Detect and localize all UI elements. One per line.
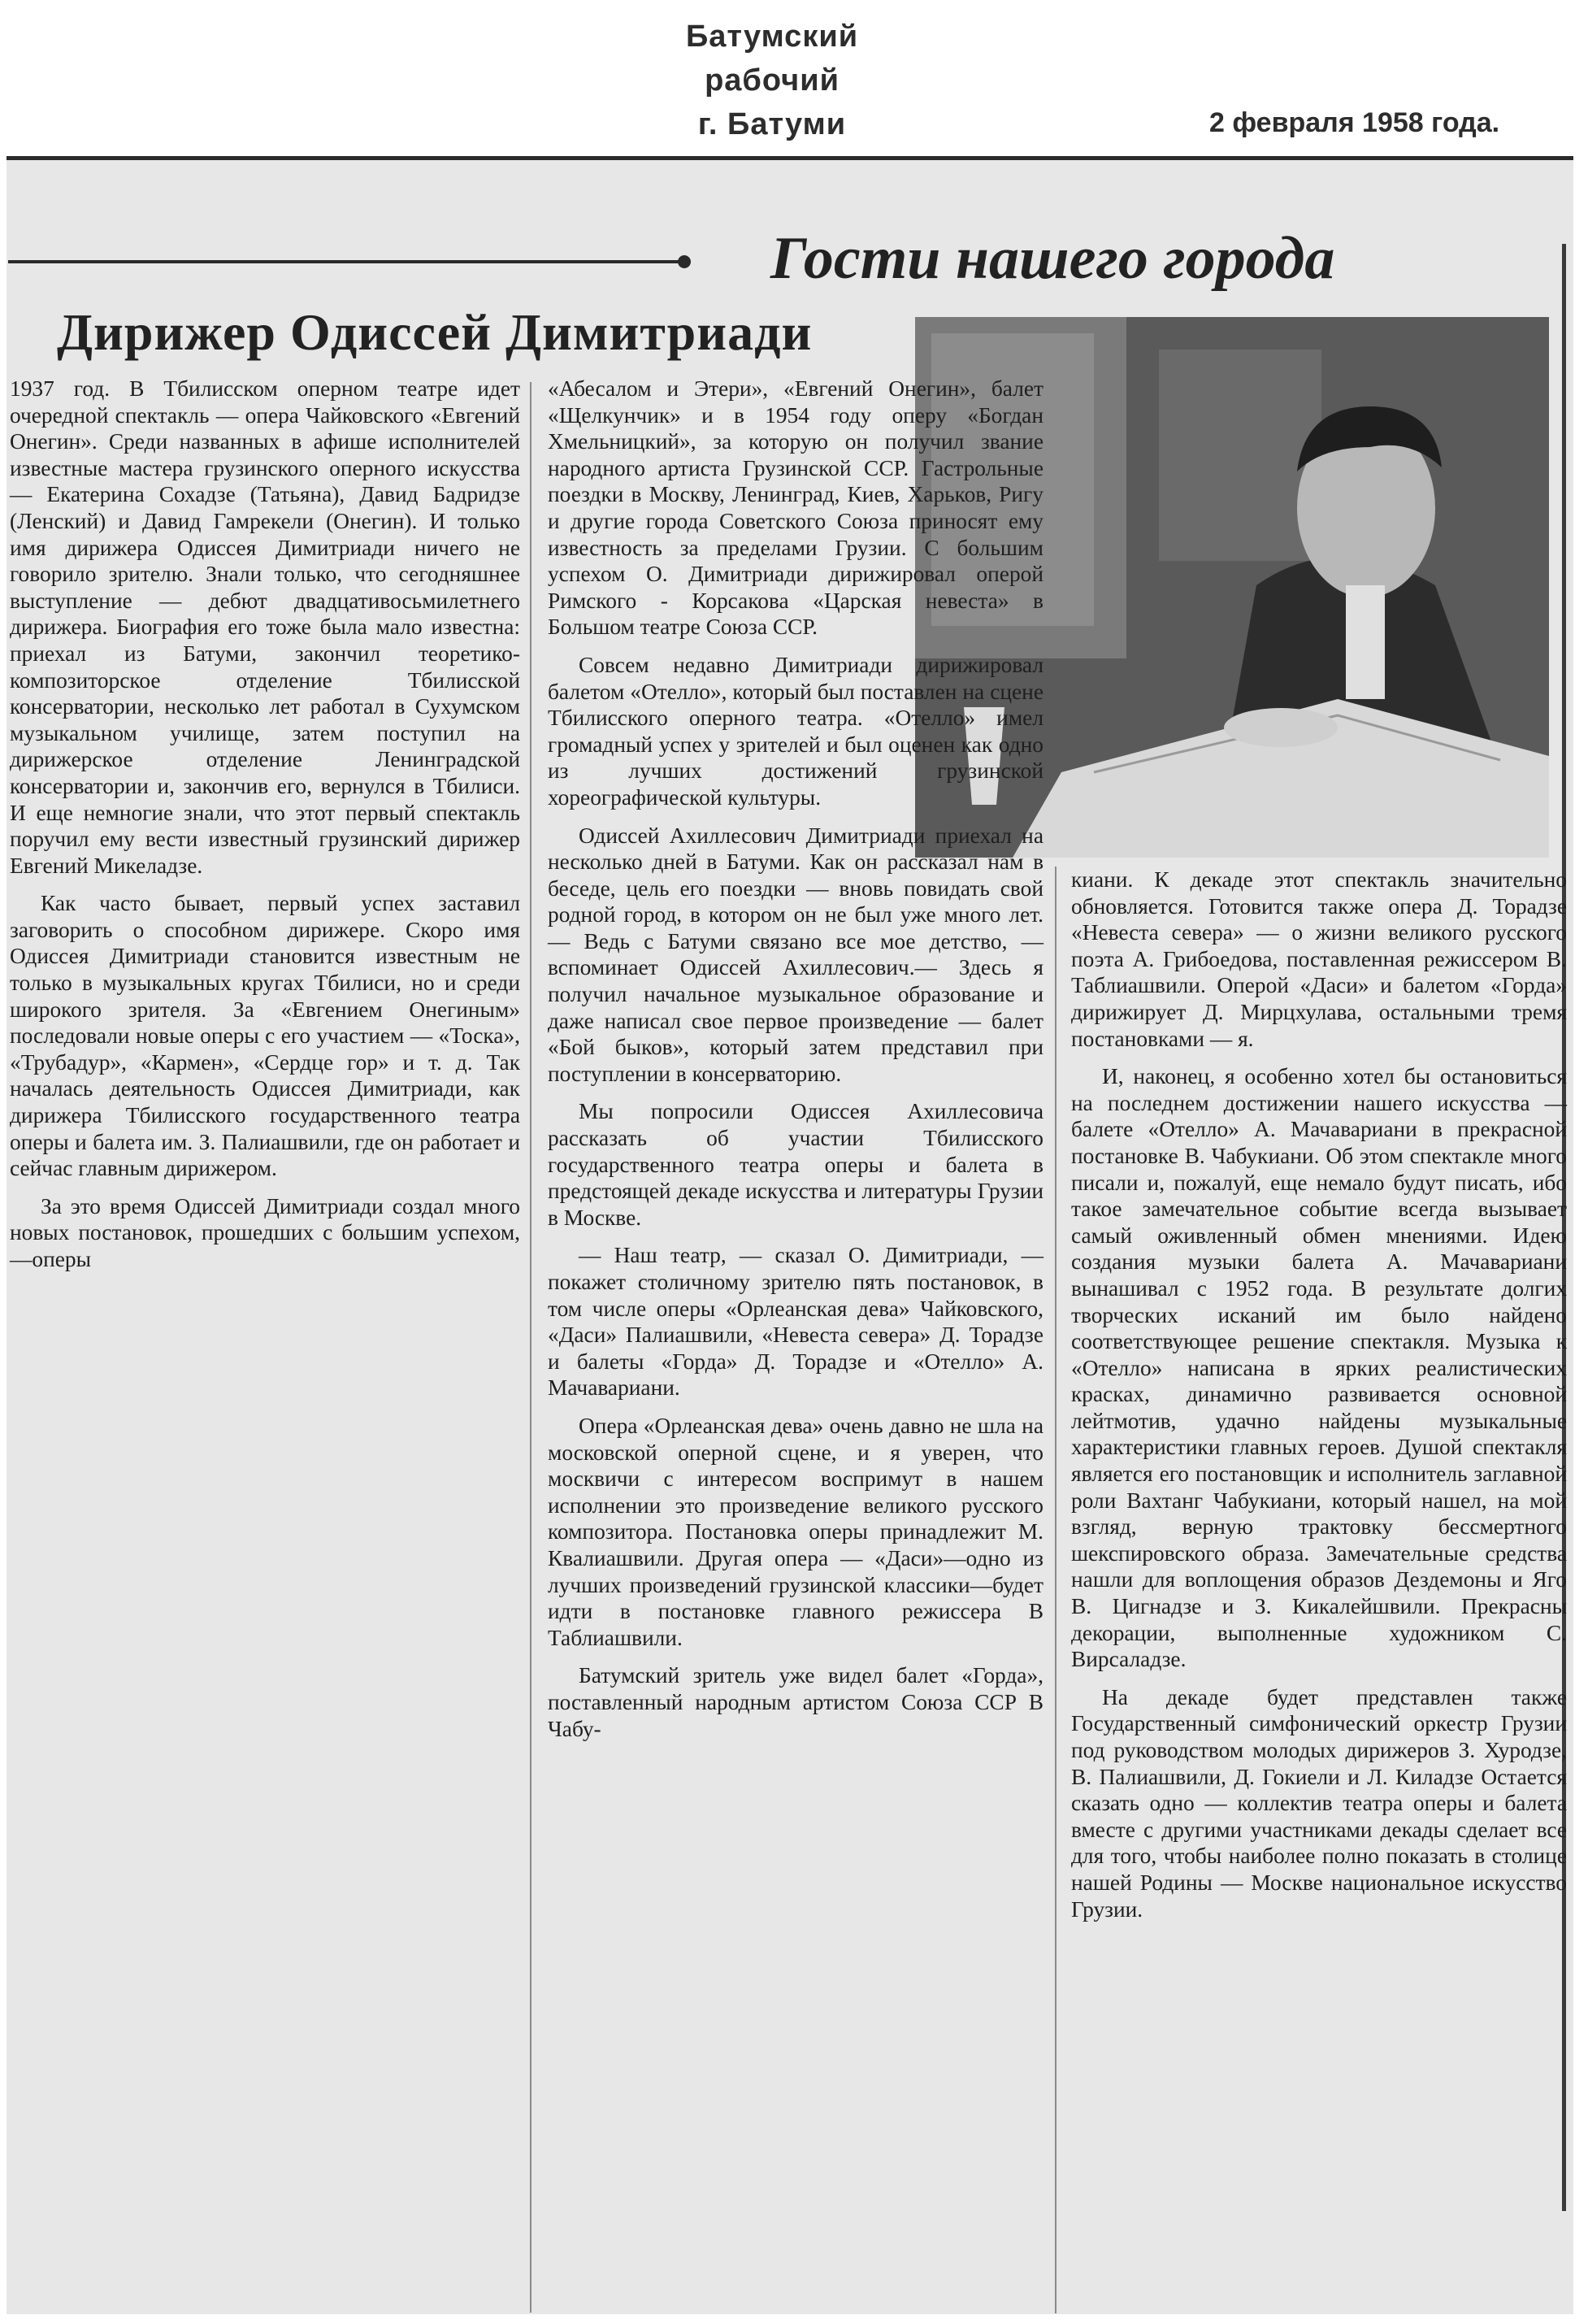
paragraph: На декаде будет представлен также Государственный симфонический оркестр Грузии под руководством молодых дирижеров З. Хуродзе, В. Палиашвили, Д. Гокиели и Л. Киладзе Остается сказать одно — коллектив театра оперы и балета вместе с другими участниками декады сделает все для того, чтобы наиболее полно показать в столице нашей Родины — Москве национальное искусство Грузии. <box>1071 1684 1567 1922</box>
paragraph: Опера «Орлеанская дева» очень давно не шла на московской оперной сцене, и я уверен, что москвичи с интересом воспримут в нашем исполнении это произведение великого русского композитора. Постановка оперы принадлежит М. Квалиашвили. Другая опера — «Даси»—одно из лучших произведений грузинской классики—будет идти в постановке главного режиссера В Таблиашвили. <box>548 1413 1043 1650</box>
paragraph: Батумский зритель уже видел балет «Горда», поставленный народным артистом Союза ССР В Чабу- <box>548 1663 1043 1741</box>
article-column-2 <box>548 376 1043 1753</box>
column-rule-2 <box>1055 867 1056 2313</box>
column-rule-1 <box>530 382 532 2313</box>
article-column-3 <box>1071 867 1567 1934</box>
issue-date: 2 февраля 1958 года. <box>1209 107 1500 138</box>
paragraph: Совсем недавно Димитриади дирижировал балетом «Отелло», который был поставлен на сцене Тбилисского оперного театра. «Отелло» имел громадный успех у зрителей и был оценен как одно из лучших достижений грузинской хореографической культуры. <box>548 652 1043 810</box>
paragraph: За это время Одиссей Димитриади создал много новых постановок, прошедших с большим успехом,—оперы <box>10 1193 520 1271</box>
paragraph: 1937 год. В Тбилисском оперном театре идет очередной спектакль — опера Чайковского «Евгений Онегин». Среди названных в афише исполнителей известные мастера грузинского оперного искусства — Екатерина Сохадзе (Татьяна), Давид Бадридзе (Ленский) и Давид Гамрекели (Онегин). И только имя дирижера Одиссея Димитриади ничего не говорило зрителю. Знали только, что сегодняшнее выступление — дебют двадцативосьмилетнего дирижера. Биография его тоже была мало известна: приехал из Батуми, закончил теоретико-композиторское отделение Тбилисской консерватории, несколько лет работал в Сухумском музыкальном училище, затем поступил на дирижерское отделение Ленинградской консерватории и, закончив его, вернулся в Тбилиси. И еще немногие знали, что этот первый спектакль поручил ему вести известный грузинский дирижер Евгений Микеладзе. <box>10 376 520 878</box>
article-column-1 <box>10 376 520 1284</box>
rubric-bullet <box>678 255 691 268</box>
paragraph: — Наш театр, — сказал О. Димитриади, — покажет столичному зрителю пять постановок, в том числе оперы «Орлеанская дева» Чайковского, «Даси» Палиашвили, «Невеста севера» Д. Торадзе и балеты «Горда» Д. Торадзе и «Отелло» А. Мачавариани. <box>548 1243 1043 1401</box>
paragraph: Как часто бывает, первый успех заставил заговорить о способном дирижере. Скоро имя Одиссея Димитриади становится известным не только в музыкальных кругах Тбилиси, но и среди широкого зрителя. За «Евгением Онегиным» последовали новые оперы с его участием — «Тоска», «Трубадур», «Кармен», «Сердце гор» и т. д. Так началась деятельность Одиссея Димитриади, как дирижера Тбилисского государственного театра оперы и балета им. З. Палиашвили, где он работает и сейчас главным дирижером. <box>10 891 520 1181</box>
paragraph: киани. К декаде этот спектакль значительно обновляется. Готовится также опера Д. Торадзе «Невеста севера» — о жизни великого русского поэта А. Грибоедова, поставленная режиссером В. Таблиашвили. Оперой «Даси» и балетом «Горда» дирижирует Д. Мирцхулава, остальными тремя постановками — я. <box>1071 867 1567 1051</box>
archive-stamp <box>642 15 902 146</box>
paragraph: «Абесалом и Этери», «Евгений Онегин», балет «Щелкунчик» и в 1954 году оперу «Богдан Хмельницкий», за которую он получил звание народного артиста Грузинской ССР. Гастрольные поездки в Москву, Ленинград, Киев, Харьков, Ригу и другие города Советского Союза приносят ему известность за пределами Грузии. С большим успехом О. Димитриади дирижировал оперой Римского - Корсакова «Царская невеста» в Большом театре Союза ССР. <box>548 376 1043 640</box>
paragraph: Одиссей Ахиллесович Димитриади приехал на несколько дней в Батуми. Как он рассказал нам в беседе, цель его поездки — вновь повидать свой родной город, в котором он не был уже много лет. — Ведь с Батуми связано все мое детство, — вспоминает Одиссей Ахиллесович.— Здесь я получил начальное музыкальное образование и даже написал свое первое произведение — балет «Бой быков», который затем представил при поступлении в консерваторию. <box>548 823 1043 1086</box>
article-headline: Дирижер Одиссей Димитриади <box>57 303 813 361</box>
newspaper-name: Батумский рабочий <box>685 20 859 98</box>
paragraph: Мы попросили Одиссея Ахиллесовича рассказать об участии Тбилисского государственного театра оперы и балета в предстоящей декаде искусства и литературы Грузии в Москве. <box>548 1099 1043 1230</box>
rubric-rule <box>8 260 683 263</box>
newspaper-city: г. Батуми <box>697 107 847 141</box>
rubric-title: Гости нашего города <box>770 225 1335 292</box>
paragraph: И, наконец, я особенно хотел бы остановиться на последнем достижении нашего искусства — балете «Отелло» А. Мачавариани в прекрасной постановке В. Чабукиани. Об этом спектакле много писали и, пожалуй, еще немало будут писать, ибо такое замечательное событие всегда вызывает самый оживленный обмен мнениями. Идею создания музыки балета А. Мачавариани вынашивал с 1952 года. В результате долгих творческих исканий им было найдено соответствующее решение спектакля. Музыка к «Отелло» написана в ярких реалистических красках, динамично развивается основной лейтмотив, удачно найдены музыкальные характеристики главных героев. Душой спектакля является его постановщик и исполнитель заглавной роли Вахтанг Чабукиани, который нашел, на мой взгляд, верную трактовку бессмертного шекспировского образа. Замечательные средства нашли для воплощения образов Дездемоны и Яго В. Цигнадзе и З. Кикалейшвили. Прекрасны декорации, выполненные художником С. Вирсаладзе. <box>1071 1064 1567 1672</box>
